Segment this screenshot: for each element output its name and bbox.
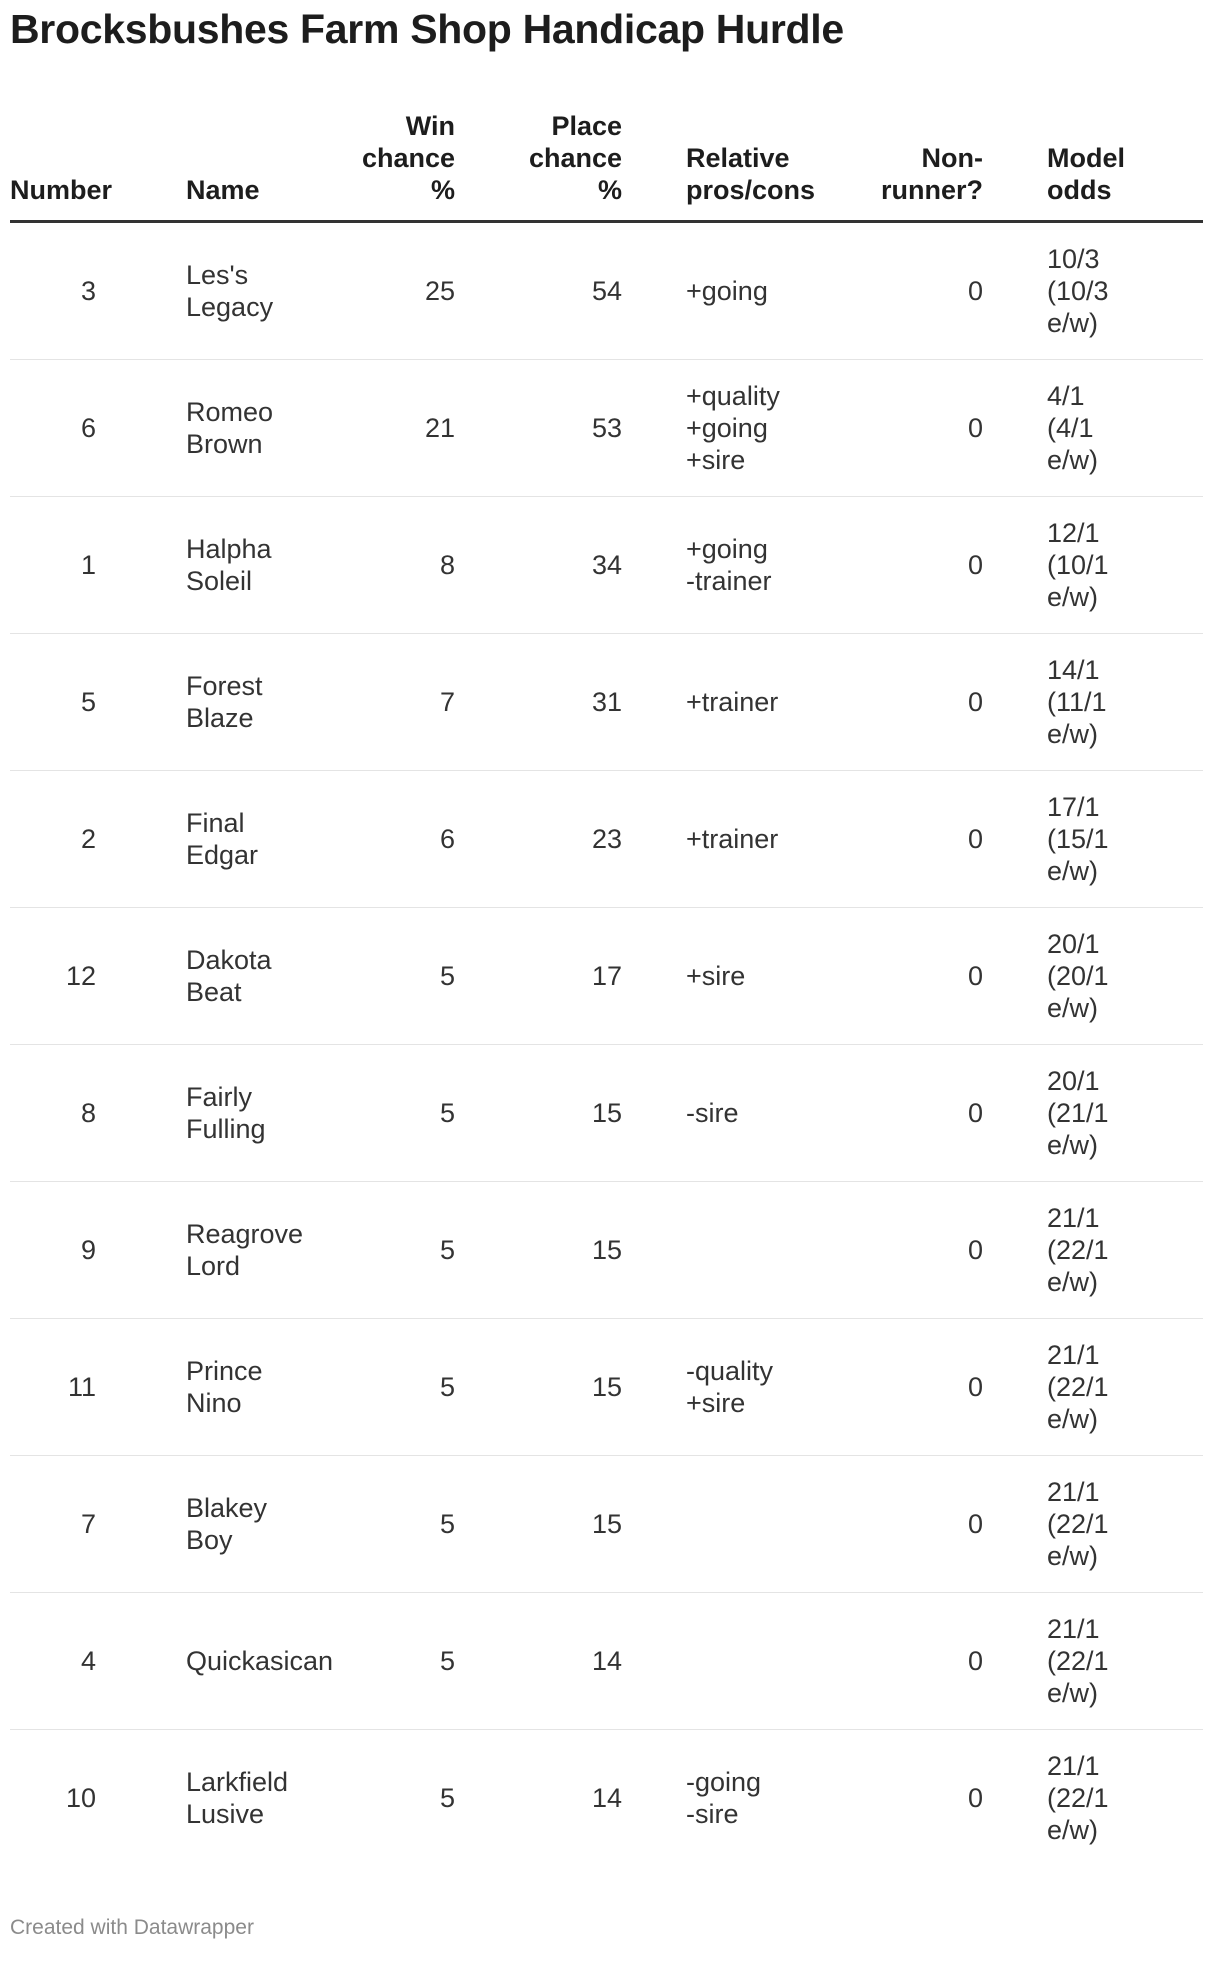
cell-non-runner: 0: [842, 1319, 983, 1456]
cell-pros-cons: [622, 1456, 842, 1593]
cell-place-chance: 53: [455, 360, 622, 497]
cell-model-odds: 12/1 (10/1 e/w): [983, 497, 1203, 634]
table-row: [10, 771, 1203, 908]
table-row: [10, 1730, 1203, 1867]
cell-number: 6: [10, 360, 122, 497]
table-row: [10, 360, 1203, 497]
cell-non-runner: 0: [967, 1783, 983, 1813]
table-row: [10, 1593, 1203, 1730]
cell-win-chance: 8: [300, 497, 455, 634]
cell-non-runner: 0: [842, 1593, 983, 1730]
cell-number: 2: [10, 771, 122, 908]
cell-place-chance: 15: [455, 1182, 622, 1319]
cell-number: 8: [10, 1045, 122, 1182]
cell-model-odds: 21/1 (22/1 e/w): [983, 1182, 1203, 1319]
cell-model-odds: 14/1 (11/1 e/w): [983, 634, 1203, 771]
cell-number: 4: [10, 1593, 122, 1730]
header-non-runner[interactable]: Non- runner?: [842, 110, 983, 222]
cell-model-odds: 21/1 (22/1 e/w): [983, 1319, 1203, 1456]
cell-place-chance: 17: [455, 908, 622, 1045]
header-place-chance[interactable]: Place chance %: [455, 110, 622, 222]
cell-non-runner: 0: [842, 908, 983, 1045]
cell-non-runner: 0: [842, 1182, 983, 1319]
cell-place-chance: 15: [455, 1319, 622, 1456]
header-row: [10, 110, 1203, 222]
datawrapper-credit[interactable]: Created with Datawrapper: [10, 1916, 254, 1939]
cell-number: 12: [10, 908, 122, 1045]
cell-place-chance: 34: [455, 497, 622, 634]
cell-number: 9: [10, 1182, 122, 1319]
cell-pros-cons: +going -trainer: [622, 497, 842, 634]
cell-place-chance: 14: [591, 1783, 622, 1813]
table-row: [10, 497, 1203, 634]
cell-win-chance: 5: [300, 1045, 455, 1182]
cell-name: Forest Blaze: [122, 634, 300, 771]
cell-number: 10: [65, 1783, 96, 1813]
table-row: [10, 634, 1203, 771]
race-table: [10, 110, 1203, 1866]
cell-place-chance: 23: [455, 771, 622, 908]
cell-name: Prince Nino: [122, 1319, 300, 1456]
cell-win-chance: 7: [300, 634, 455, 771]
cell-non-runner: 0: [842, 222, 983, 360]
cell-place-chance: 14: [455, 1593, 622, 1730]
cell-non-runner: 0: [842, 497, 983, 634]
cell-win-chance: 5: [300, 1319, 455, 1456]
cell-name: Final Edgar: [122, 771, 300, 908]
cell-model-odds: 20/1 (20/1 e/w): [983, 908, 1203, 1045]
cell-pros-cons: +trainer: [622, 634, 842, 771]
cell-non-runner: 0: [842, 771, 983, 908]
cell-non-runner: 0: [842, 1045, 983, 1182]
cell-model-odds: 10/3 (10/3 e/w): [983, 222, 1203, 360]
cell-name: Dakota Beat: [122, 908, 300, 1045]
cell-non-runner: 0: [842, 1456, 983, 1593]
cell-name: Halpha Soleil: [122, 497, 300, 634]
cell-win-chance: 5: [300, 1182, 455, 1319]
table-row: [10, 1319, 1203, 1456]
chart-title: Brocksbushes Farm Shop Handicap Hurdle: [10, 6, 844, 52]
cell-model-odds: 20/1 (21/1 e/w): [983, 1045, 1203, 1182]
cell-win-chance: 5: [300, 1593, 455, 1730]
cell-win-chance: 5: [300, 1456, 455, 1593]
header-model-odds[interactable]: Model odds: [983, 110, 1203, 222]
cell-non-runner: 0: [842, 634, 983, 771]
table-row: [10, 1456, 1203, 1593]
cell-place-chance: 15: [455, 1045, 622, 1182]
cell-number: 5: [10, 634, 122, 771]
table-row: [10, 1182, 1203, 1319]
cell-name: Romeo Brown: [122, 360, 300, 497]
cell-name: Blakey Boy: [122, 1456, 300, 1593]
cell-win-chance: 25: [300, 222, 455, 360]
cell-win-chance: 5: [300, 908, 455, 1045]
cell-win-chance: 5: [439, 1783, 455, 1813]
cell-win-chance: 21: [300, 360, 455, 497]
table-row: [10, 1045, 1203, 1182]
cell-model-odds: 17/1 (15/1 e/w): [983, 771, 1203, 908]
table-row: [10, 222, 1203, 360]
cell-non-runner: 0: [842, 360, 983, 497]
cell-place-chance: 31: [455, 634, 622, 771]
cell-pros-cons: [622, 1593, 842, 1730]
header-pros-cons[interactable]: Relative pros/cons: [622, 110, 842, 222]
cell-number: 1: [10, 497, 122, 634]
header-win-chance[interactable]: Win chance %: [300, 110, 455, 222]
cell-pros-cons: +trainer: [622, 771, 842, 908]
cell-number: 7: [10, 1456, 122, 1593]
cell-pros-cons: +quality +going +sire: [622, 360, 842, 497]
cell-name: Fairly Fulling: [122, 1045, 300, 1182]
header-number[interactable]: Number: [10, 110, 122, 222]
cell-name: Larkfield Lusive: [186, 1767, 289, 1829]
table-body: [10, 222, 1203, 1867]
cell-model-odds: 21/1 (22/1 e/w): [983, 1456, 1203, 1593]
cell-model-odds: 4/1 (4/1 e/w): [983, 360, 1203, 497]
cell-name: Les's Legacy: [122, 222, 300, 360]
cell-model-odds: 21/1 (22/1 e/w): [1047, 1751, 1109, 1845]
header-name[interactable]: Name: [122, 110, 300, 222]
cell-pros-cons: -quality +sire: [622, 1319, 842, 1456]
table-row: [10, 908, 1203, 1045]
cell-pros-cons: +sire: [622, 908, 842, 1045]
cell-pros-cons: +going: [622, 222, 842, 360]
cell-place-chance: 15: [455, 1456, 622, 1593]
cell-pros-cons: [622, 1182, 842, 1319]
cell-pros-cons: -going -sire: [686, 1767, 762, 1829]
cell-place-chance: 54: [455, 222, 622, 360]
cell-win-chance: 6: [300, 771, 455, 908]
cell-model-odds: 21/1 (22/1 e/w): [983, 1593, 1203, 1730]
cell-number: 11: [10, 1319, 122, 1456]
cell-name: Reagrove Lord: [122, 1182, 300, 1319]
cell-number: 3: [10, 222, 122, 360]
cell-pros-cons: -sire: [622, 1045, 842, 1182]
cell-name: Quickasican: [122, 1593, 300, 1730]
